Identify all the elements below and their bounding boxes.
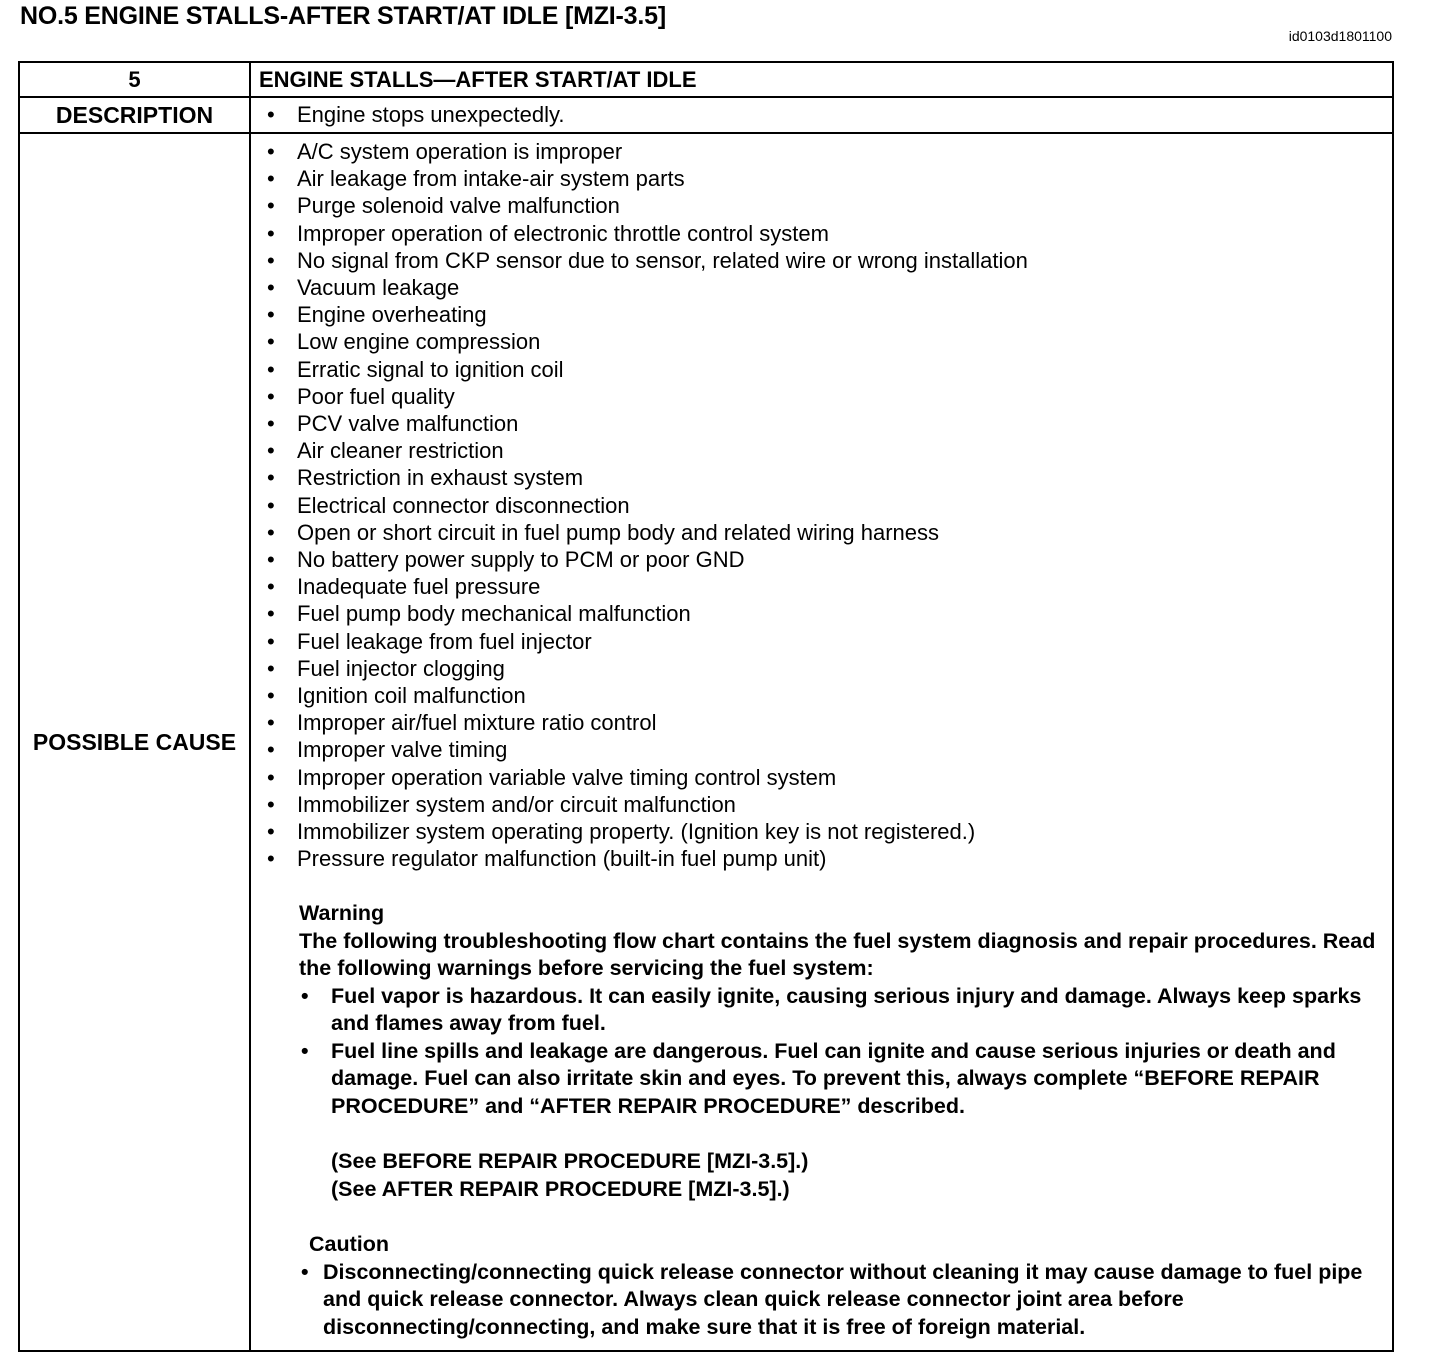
possible-cause-item — [251, 628, 1392, 655]
possible-cause-item — [251, 356, 1392, 383]
possible-cause-item-text: A/C system operation is improper — [297, 139, 623, 164]
possible-cause-item-text: Ignition coil malfunction — [297, 683, 526, 709]
possible-cause-item — [251, 519, 1392, 546]
possible-cause-row — [19, 133, 1393, 1351]
possible-cause-item — [251, 138, 1392, 165]
possible-cause-item-text: No signal from CKP sensor due to sensor, related wire or wrong installation — [297, 247, 1028, 273]
possible-cause-item — [251, 192, 1392, 219]
possible-cause-item-text: Improper operation variable valve timing control system — [297, 764, 837, 790]
possible-cause-item-text: Pressure regulator malfunction (built-in fuel pump unit) — [297, 846, 827, 872]
possible-cause-item-text: Engine overheating — [297, 302, 487, 328]
possible-cause-item-text: Electrical connector disconnection — [297, 492, 630, 518]
possible-cause-item-text: Restriction in exhaust system — [297, 465, 584, 491]
possible-cause-item-text: Fuel injector clogging — [297, 655, 505, 681]
see-references — [299, 1148, 1392, 1203]
possible-cause-item — [251, 818, 1392, 845]
bullet-icon: • — [267, 601, 275, 627]
description-item — [251, 98, 1392, 132]
bullet-icon: • — [267, 302, 275, 328]
possible-cause-item — [251, 492, 1392, 519]
possible-cause-item — [251, 791, 1392, 818]
caution-bullet-text: Disconnecting/connecting quick release connector without cleaning it may cause damage to fuel pipe and quick release connector. Always clean quick release connector joint area before disconnecting/connecting, and make sure that it is free of foreign material. — [323, 1259, 1363, 1339]
possible-cause-item — [251, 764, 1392, 791]
see-after-repair-link[interactable]: (See AFTER REPAIR PROCEDURE [MZI-3.5].) — [331, 1176, 790, 1201]
possible-cause-item — [251, 546, 1392, 573]
possible-cause-item — [251, 165, 1392, 192]
possible-cause-item-text: Immobilizer system and/or circuit malfunction — [297, 791, 736, 817]
caution-title: Caution — [309, 1232, 390, 1257]
possible-cause-item — [251, 682, 1392, 709]
possible-cause-item-text: Air leakage from intake-air system parts — [297, 166, 685, 192]
possible-cause-item-text: PCV valve malfunction — [297, 411, 519, 437]
bullet-icon: • — [267, 574, 275, 600]
possible-cause-item-text: Fuel leakage from fuel injector — [297, 628, 592, 654]
possible-cause-item-text: Inadequate fuel pressure — [297, 574, 541, 600]
warning-bullet-text: Fuel vapor is hazardous. It can easily ignite, causing serious injury and damage. Always keep sparks and flames away from fuel. — [331, 983, 1362, 1036]
warning-intro: The following troubleshooting flow chart contains the fuel system diagnosis and repair procedures. Read the following warnings before servicing the fuel system: — [299, 928, 1376, 981]
caution-bullet — [299, 1259, 1392, 1342]
possible-cause-item — [251, 655, 1392, 682]
possible-cause-item — [251, 383, 1392, 410]
possible-cause-item-text: Low engine compression — [297, 329, 541, 355]
possible-cause-list — [251, 138, 1392, 872]
bullet-icon: • — [267, 819, 275, 845]
possible-cause-item — [251, 600, 1392, 627]
possible-cause-item-text: Air cleaner restriction — [297, 438, 504, 464]
document-id: id0103d1801100 — [1288, 28, 1392, 44]
possible-cause-item — [251, 301, 1392, 328]
warning-bullet-text: Fuel line spills and leakage are dangerous. Fuel can ignite and cause serious injuries or death and damage. Fuel can also irritate skin and eyes. To prevent this, always complete “BEFORE REPAIR PROCEDURE” and “AFTER REPAIR PROCEDURE” described. — [331, 1038, 1336, 1118]
possible-cause-item-text: Fuel pump body mechanical malfunction — [297, 601, 691, 627]
possible-cause-item — [251, 709, 1392, 736]
warning-block — [251, 900, 1392, 1203]
bullet-icon: • — [267, 547, 275, 573]
bullet-icon: • — [267, 411, 275, 437]
possible-cause-item — [251, 573, 1392, 600]
possible-cause-item — [251, 736, 1392, 763]
possible-cause-item-text: Poor fuel quality — [297, 383, 455, 409]
possible-cause-item-text: Vacuum leakage — [297, 275, 460, 301]
possible-cause-item — [251, 220, 1392, 247]
warning-title: Warning — [299, 901, 385, 926]
bullet-icon: • — [301, 983, 309, 1008]
bullet-icon: • — [267, 438, 275, 464]
troubleshooting-table — [18, 61, 1394, 1352]
description-label: DESCRIPTION — [19, 97, 250, 133]
possible-cause-item-text: Improper operation of electronic throttle control system — [297, 220, 829, 246]
header-number: 5 — [19, 62, 250, 97]
description-item-text: Engine stops unexpectedly. — [297, 102, 565, 127]
warning-bullet — [299, 983, 1392, 1038]
bullet-icon: • — [267, 275, 275, 301]
possible-cause-item — [251, 328, 1392, 355]
bullet-icon: • — [301, 1259, 309, 1284]
warning-bullet — [299, 1038, 1392, 1121]
bullet-icon: • — [267, 492, 275, 518]
possible-cause-item — [251, 410, 1392, 437]
possible-cause-label: POSSIBLE CAUSE — [19, 133, 250, 1351]
bullet-icon: • — [267, 329, 275, 355]
possible-cause-item-text: Open or short circuit in fuel pump body and related wiring harness — [297, 519, 940, 545]
table-header-row — [19, 62, 1393, 97]
see-before-repair-link[interactable]: (See BEFORE REPAIR PROCEDURE [MZI-3.5].) — [331, 1149, 809, 1174]
bullet-icon: • — [301, 1038, 309, 1063]
possible-cause-item — [251, 464, 1392, 491]
bullet-icon: • — [267, 102, 275, 127]
bullet-icon: • — [267, 710, 275, 736]
bullet-icon: • — [267, 519, 275, 545]
possible-cause-item-text: No battery power supply to PCM or poor GND — [297, 547, 745, 573]
possible-cause-cell — [250, 133, 1393, 1351]
bullet-icon: • — [267, 166, 275, 192]
bullet-icon: • — [267, 193, 275, 219]
bullet-icon: • — [267, 764, 275, 790]
possible-cause-item — [251, 247, 1392, 274]
possible-cause-item-text: Erratic signal to ignition coil — [297, 356, 564, 382]
bullet-icon: • — [267, 383, 275, 409]
bullet-icon: • — [267, 356, 275, 382]
bullet-icon: • — [267, 791, 275, 817]
possible-cause-item-text: Improper air/fuel mixture ratio control — [297, 710, 657, 736]
caution-block — [251, 1231, 1392, 1341]
possible-cause-item — [251, 437, 1392, 464]
header-title: ENGINE STALLS—AFTER START/AT IDLE — [250, 62, 1393, 97]
possible-cause-item-text: Purge solenoid valve malfunction — [297, 193, 620, 219]
possible-cause-item — [251, 274, 1392, 301]
bullet-icon: • — [267, 655, 275, 681]
bullet-icon: • — [267, 628, 275, 654]
bullet-icon: • — [267, 220, 275, 246]
bullet-icon: • — [267, 247, 275, 273]
bullet-icon: • — [267, 737, 275, 763]
description-row — [19, 97, 1393, 133]
bullet-icon: • — [267, 465, 275, 491]
page-title: NO.5 ENGINE STALLS-AFTER START/AT IDLE [MZI-3.5] — [20, 2, 666, 30]
bullet-icon: • — [267, 139, 275, 164]
bullet-icon: • — [267, 683, 275, 709]
possible-cause-item-text: Improper valve timing — [297, 737, 508, 763]
bullet-icon: • — [267, 846, 275, 872]
possible-cause-item-text: Immobilizer system operating property. (Ignition key is not registered.) — [297, 819, 976, 845]
description-cell — [250, 97, 1393, 133]
possible-cause-item — [251, 845, 1392, 872]
